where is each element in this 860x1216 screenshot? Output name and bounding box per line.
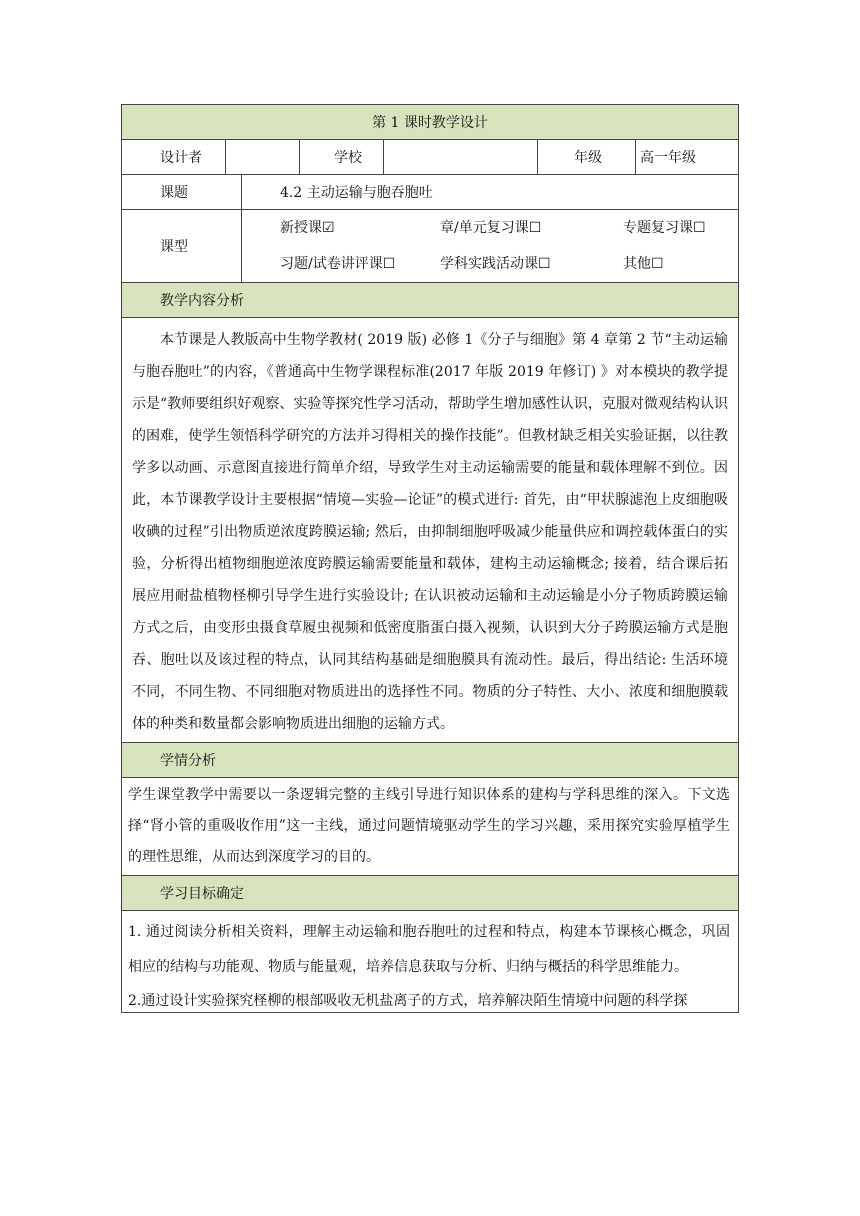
objectives-body — [122, 911, 739, 1013]
objectives-heading: 学习目标确定 — [122, 876, 739, 911]
option-topic-review[interactable]: 专题复习课☐ — [623, 220, 706, 236]
option-unit-review[interactable]: 章/单元复习课☐ — [440, 220, 542, 236]
option-practice-activity[interactable]: 学科实践活动课☐ — [440, 256, 551, 272]
lesson-design-document — [121, 104, 738, 1013]
content-analysis-text: 本节课是人教版高中生物学教材( 2019 版) 必修 1《分子与细胞》第 4 章第 2 节“主动运输与胞吞胞吐”的内容，《普通高中生物学课程标准(2017 年版 2019 年修订) 》对本模块的教学提示是“教师要组织好观察、实验等探究性学习活动，帮助学生增加感性认识，克服对微观结构认识的困难，使学生领悟科学研究的方法并习得相关的操作技能”。但教材缺乏相关实验证据，以往教学多以动画、示意图直接进行简单介绍，导致学生对主动运输需要的能量和载体理解不到位。因此，本节课教学设计主要根据“情境—实验—论证”的模式进行: 首先，由“甲状腺滤泡上皮细胞吸收碘的过程”引出物质逆浓度跨膜运输; 然后，由抑制细胞呼吸减少能量供应和调控载体蛋白的实验，分析得出植物细胞逆浓度跨膜运输需要能量和载体，建构主动运输概念; 接着，结合课后拓展应用耐盐植物柽柳引导学生进行实验设计; 在认识被动运输和主动运输是小分子物质跨膜运输方式之后，由变形虫摄食草履虫视频和低密度脂蛋白摄入视频，认识到大分子跨膜运输方式是胞吞、胞吐以及该过程的特点，认同其结构基础是细胞膜具有流动性。最后，得出结论: 生活环境不同，不同生物、不同细胞对物质进出的选择性不同。物质的分子特性、大小、浓度和细胞膜载体的种类和数量都会影响物质进出细胞的运输方式。 — [122, 318, 739, 743]
grade-label: 年级 — [538, 140, 636, 175]
topic-value: 4.2 主动运输与胞吞胞吐 — [242, 175, 739, 210]
objective-item-2: 2.通过设计实验探究柽柳的根部吸收无机盐离子的方式，培养解决陌生情境中问题的科学探 — [128, 993, 688, 1009]
learner-analysis-heading: 学情分析 — [122, 743, 739, 778]
grade-value: 高一年级 — [636, 140, 739, 175]
objective-item-1: 1. 通过阅读分析相关资料，理解主动运输和胞吞胞吐的过程和特点，构建本节课核心概念，巩固相应的结构与功能观、物质与能量观，培养信息获取与分析、归纳与概括的科学思维能力。 — [128, 924, 730, 975]
school-label: 学校 — [300, 140, 384, 175]
topic-label: 课题 — [122, 175, 242, 210]
lesson-type-label: 课型 — [122, 210, 242, 283]
designer-value — [226, 140, 300, 175]
document-title: 第 1 课时教学设计 — [122, 105, 739, 140]
designer-label: 设计者 — [122, 140, 226, 175]
lesson-type-options — [242, 210, 739, 283]
school-value — [384, 140, 538, 175]
learner-analysis-text: 学生课堂教学中需要以一条逻辑完整的主线引导进行知识体系的建构与学科思维的深入。下文选择“肾小管的重吸收作用”这一主线，通过问题情境驱动学生的学习兴趣，采用探究实验厚植学生的理性思维，从而达到深度学习的目的。 — [122, 778, 739, 876]
option-new-lesson[interactable]: 新授课☑ — [280, 220, 335, 236]
content-analysis-heading: 教学内容分析 — [122, 283, 739, 318]
option-other[interactable]: 其他☐ — [623, 256, 664, 272]
option-exercise-review[interactable]: 习题/试卷讲评课☐ — [280, 256, 396, 272]
lesson-design-table — [121, 104, 739, 1013]
